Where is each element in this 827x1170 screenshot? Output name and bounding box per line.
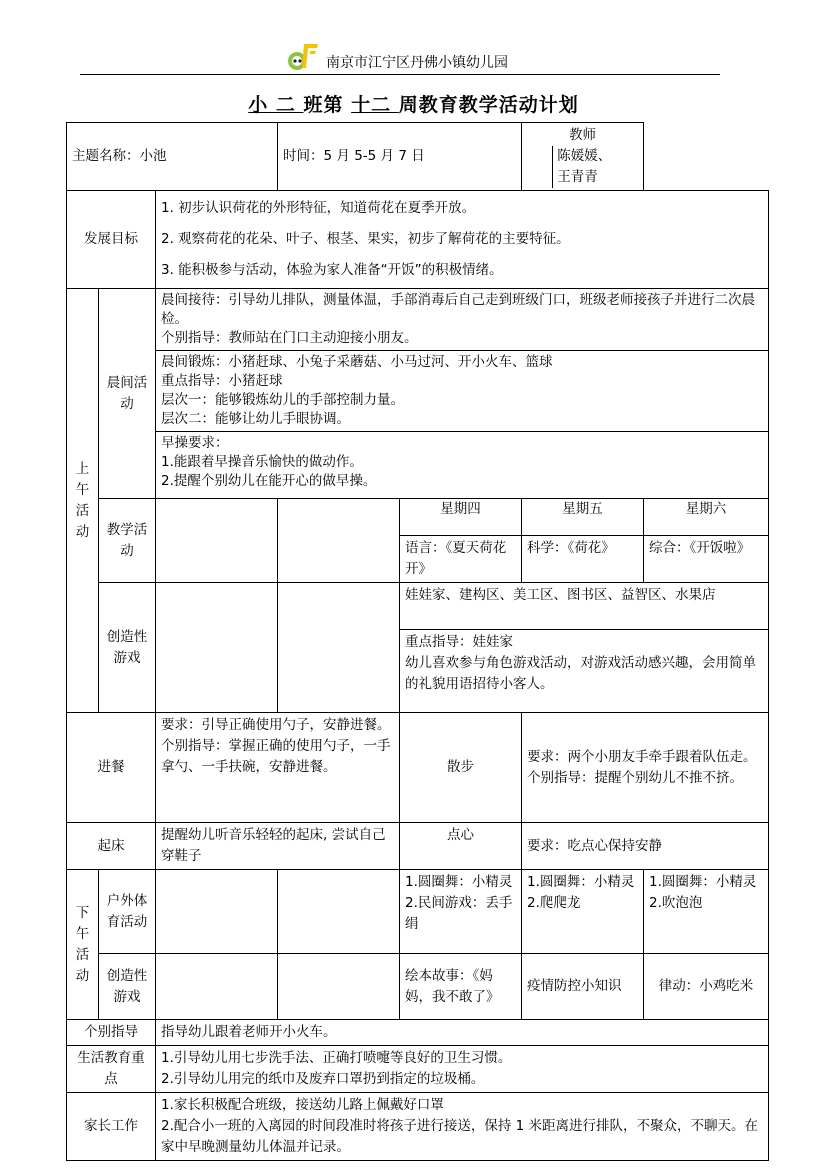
creative-empty-a bbox=[156, 583, 278, 713]
walk-req: 要求：两个小朋友手牵手跟着队伍走。 bbox=[527, 748, 757, 765]
creative-areas: 娃娃家、建构区、美工区、图书区、益智区、水果店 bbox=[400, 583, 768, 630]
walk-label: 散步 bbox=[400, 713, 522, 823]
gym-item: 1.能跟着早操音乐愉快的做动作。 bbox=[161, 454, 363, 470]
creative-empty-b bbox=[278, 583, 400, 713]
outdoor-sat: 1.圆圈舞：小精灵 2.吹泡泡 bbox=[644, 870, 769, 954]
snack-content: 要求：吃点心保持安静 bbox=[522, 823, 769, 870]
meal-req: 要求：引导正确使用勺子，安静进餐。 bbox=[161, 717, 391, 733]
goal-item: 3. 能积极参与活动，体验为家人准备“开饭”的积极情绪。 bbox=[161, 262, 503, 278]
life-item: 1.引导幼儿用七步洗手法、正确打喷嚏等良好的卫生习惯。 bbox=[161, 1050, 512, 1066]
outdoor-empty-a bbox=[156, 870, 278, 954]
pm-creative-sat: 律动：小鸡吃米 bbox=[644, 954, 769, 1020]
school-logo-icon bbox=[286, 42, 320, 72]
gym-title: 早操要求： bbox=[161, 435, 229, 451]
goal-item: 1. 初步认识荷花的外形特征，知道荷花在夏季开放。 bbox=[161, 200, 476, 216]
time-cell: 时间：5 月 5-5 月 7 日 bbox=[278, 123, 522, 191]
pm-creative-empty-b bbox=[278, 954, 400, 1020]
teaching-sat bbox=[644, 499, 769, 583]
family-label: 家长工作 bbox=[67, 1093, 156, 1161]
meal-content bbox=[156, 713, 400, 823]
wake-label: 起床 bbox=[67, 823, 156, 870]
family-item: 1.家长积极配合班级，接送幼儿路上佩戴好口罩 bbox=[161, 1097, 444, 1113]
afternoon-section-label: 下午活动 bbox=[67, 870, 99, 1020]
individual-label: 个别指导 bbox=[67, 1020, 156, 1046]
goal-item: 2. 观察荷花的花朵、叶子、根茎、果实，初步了解荷花的主要特征。 bbox=[161, 231, 570, 247]
morning-gym-block bbox=[156, 431, 768, 491]
outdoor-thu: 1.圆圈舞：小精灵 2.民间游戏：丢手绢 bbox=[400, 870, 522, 954]
day-header: 星期五 bbox=[522, 499, 643, 536]
teaching-empty-b bbox=[278, 499, 400, 583]
morning-section-label: 上午活动 bbox=[67, 289, 99, 713]
pm-creative-thu: 绘本故事：《妈妈，我不敢了》 bbox=[400, 954, 522, 1020]
title-mid: 班第 bbox=[303, 94, 352, 116]
teaching-empty-a bbox=[156, 499, 278, 583]
family-item: 2.配合小一班的入离园的时间段准时将孩子进行接送，保持 1 米距离进行排队，不聚众，不聊天。在家中早晚测量幼儿体温并记录。 bbox=[161, 1118, 759, 1155]
lesson-thu: 语言：《夏天荷花开》 bbox=[405, 540, 507, 577]
creative-focus: 重点指导：娃娃家 bbox=[405, 634, 514, 650]
individual-content: 指导幼儿跟着老师开小火车。 bbox=[156, 1020, 769, 1046]
walk-content bbox=[522, 713, 769, 823]
pm-creative-empty-a bbox=[156, 954, 278, 1020]
outdoor-empty-b bbox=[278, 870, 400, 954]
teaching-label: 教学活动 bbox=[99, 499, 156, 583]
outdoor-label: 户外体育活动 bbox=[99, 870, 156, 954]
school-name: 南京市江宁区丹佛小镇幼儿园 bbox=[326, 55, 508, 71]
pm-creative-label: 创造性游戏 bbox=[99, 954, 156, 1020]
meal-guide: 个别指导：掌握正确的使用勺子，一手拿勺、一手扶碗，安静进餐。 bbox=[161, 738, 391, 775]
teacher-names: 陈媛媛、王青青 bbox=[552, 146, 613, 188]
creative-detail bbox=[400, 630, 768, 697]
lesson-sat: 综合：《开饭啦》 bbox=[649, 540, 751, 556]
creative-game-label: 创造性游戏 bbox=[99, 583, 156, 713]
family-content bbox=[156, 1093, 769, 1161]
title-tail: 周教育教学活动计划 bbox=[398, 94, 579, 116]
wake-content: 提醒幼儿听音乐轻轻的起床, 尝试自己穿鞋子 bbox=[156, 823, 400, 870]
outdoor-fri: 1.圆圈舞：小精灵 2.爬爬龙 bbox=[522, 870, 644, 954]
day-header: 星期六 bbox=[644, 499, 768, 536]
life-label: 生活教育重点 bbox=[67, 1046, 156, 1093]
life-item: 2.引导幼儿用完的纸巾及废弃口罩扔到指定的垃圾桶。 bbox=[161, 1071, 485, 1087]
pm-creative-fri: 疫情防控小知识 bbox=[522, 954, 644, 1020]
morning-level1: 层次一：能够锻炼幼儿的手部控制力量。 bbox=[161, 392, 404, 408]
page-header bbox=[80, 38, 720, 75]
creative-desc: 幼儿喜欢参与角色游戏活动，对游戏活动感兴趣，会用简单的礼貌用语招待小客人。 bbox=[405, 655, 757, 692]
morning-reception: 晨间接待：引导幼儿排队，测量体温，手部消毒后自己走到班级门口，班级老师接孩子并进行二次晨检。 bbox=[161, 292, 755, 327]
class-number: 小 二 bbox=[248, 94, 304, 116]
morning-exercise: 晨间锻炼：小猪赶球、小兔子采蘑菇、小马过河、开小火车、篮球 bbox=[161, 354, 553, 370]
page-title bbox=[0, 90, 827, 117]
life-content bbox=[156, 1046, 769, 1093]
morning-focus: 重点指导：小猪赶球 bbox=[161, 373, 283, 389]
morning-individual: 个别指导：教师站在门口主动迎接小朋友。 bbox=[161, 330, 418, 346]
week-number: 十二 bbox=[351, 94, 399, 116]
morning-level2: 层次二：能够让幼儿手眼协调。 bbox=[161, 411, 350, 427]
walk-guide: 个别指导：提醒个别幼儿不推不挤。 bbox=[527, 769, 744, 786]
morning-activity-content bbox=[156, 289, 769, 499]
teacher-label: 教师陈媛媛、王青青 bbox=[522, 123, 644, 191]
morning-activity-label: 晨间活动 bbox=[99, 289, 156, 499]
creative-content bbox=[400, 583, 769, 713]
gym-item: 2.提醒个别幼儿在能开心的做早操。 bbox=[161, 473, 377, 489]
goals-label: 发展目标 bbox=[67, 191, 156, 289]
day-header: 星期四 bbox=[400, 499, 521, 536]
goals-content bbox=[156, 191, 769, 289]
meal-label: 进餐 bbox=[67, 713, 156, 823]
morning-exercise-block bbox=[156, 350, 768, 429]
teaching-fri bbox=[522, 499, 644, 583]
lesson-fri: 科学：《荷花》 bbox=[527, 540, 615, 556]
teaching-thu bbox=[400, 499, 522, 583]
theme-cell: 主题名称：小池 bbox=[67, 123, 278, 191]
snack-label: 点心 bbox=[400, 823, 522, 870]
plan-table bbox=[66, 122, 769, 1161]
